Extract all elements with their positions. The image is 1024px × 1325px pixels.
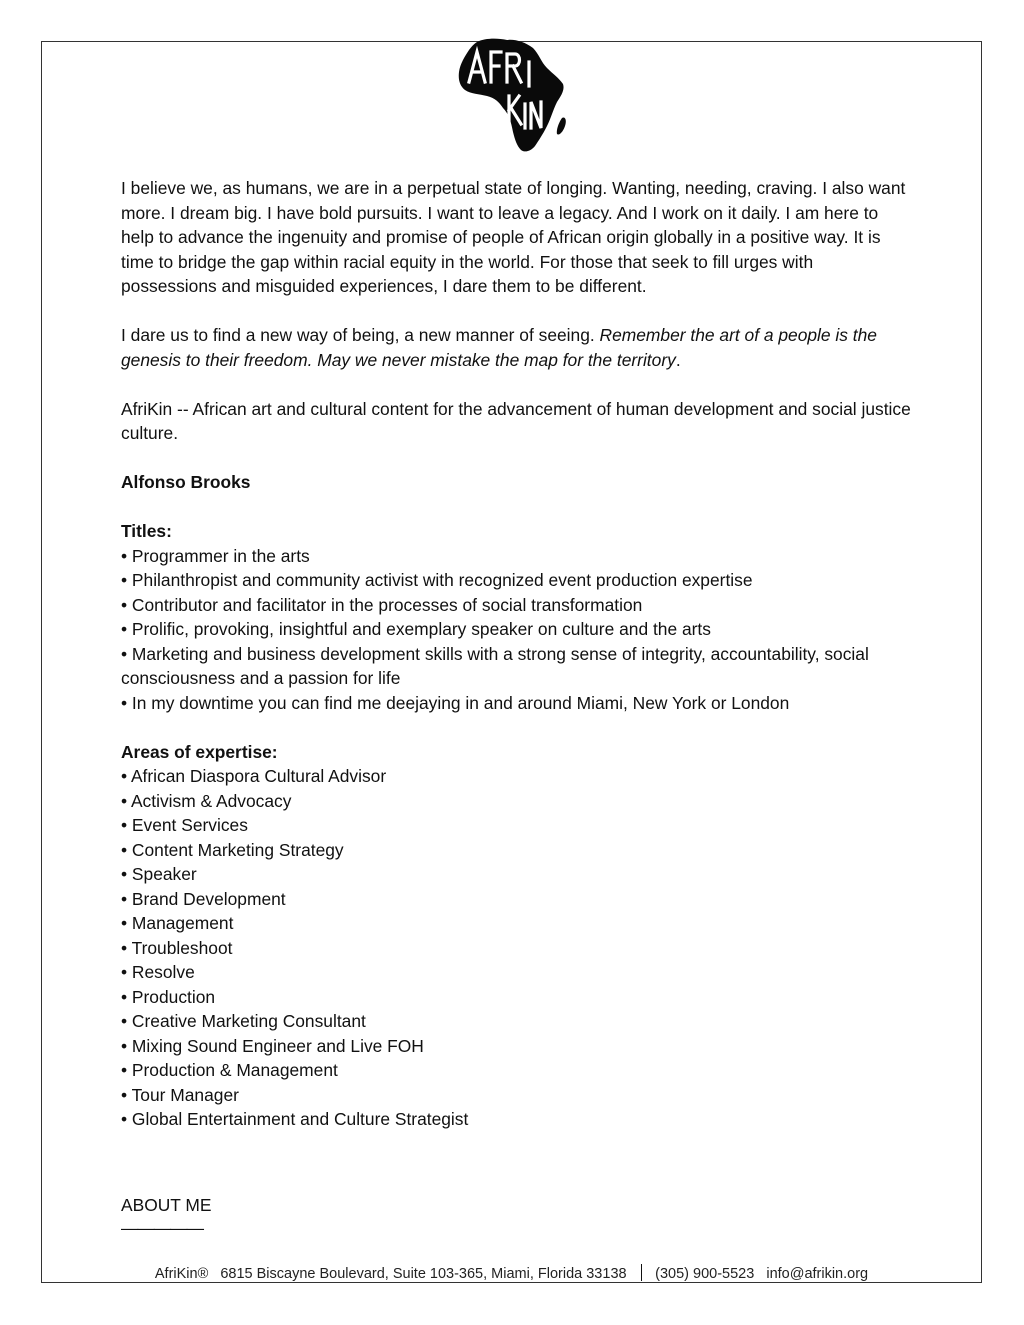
titles-list <box>121 544 911 716</box>
intro-paragraph-1: I believe we, as humans, we are in a perpetual state of longing. Wanting, needing, craving. I also want more. I dream big. I have bold pursuits. I want to leave a legacy. And I work on it daily. I am here to help to advance the ingenuity and promise of people of African origin globally in a positive way. It is time to bridge the gap within racial equity in the world. For those that seek to fill urges with possessions and misguided experiences, I dare them to be different. <box>121 178 906 296</box>
expertise-list-item: • Production <box>121 986 216 1007</box>
intro-paragraph-3: AfriKin -- African art and cultural content for the advancement of human development and social justice culture. <box>121 398 911 443</box>
footer-separator <box>641 1264 643 1281</box>
titles-list-item: • Programmer in the arts <box>121 545 310 566</box>
africa-map-logo <box>455 36 570 154</box>
person-name: Alfonso Brooks <box>121 472 251 492</box>
expertise-list-item: • Resolve <box>121 962 195 982</box>
expertise-list-item: • Global Entertainment and Culture Strategist <box>121 1109 469 1129</box>
expertise-list-item: • Activism & Advocacy <box>121 790 292 811</box>
footer-phone: (305) 900-5523 <box>655 1266 755 1282</box>
expertise-list-item: • Event Services <box>121 815 248 835</box>
about-me-label: ABOUT ME <box>121 1195 212 1215</box>
footer-email: info@afrikin.org <box>766 1266 869 1282</box>
page-footer <box>41 1264 982 1284</box>
expertise-list-item: • Creative Marketing Consultant <box>121 1011 366 1031</box>
expertise-list-item: • Speaker <box>121 864 197 884</box>
expertise-list-item: • Brand Development <box>121 888 286 909</box>
titles-list-item: • Prolific, provoking, insightful and exemplary speaker on culture and the arts <box>121 619 711 639</box>
expertise-list-item: • Production & Management <box>121 1060 338 1080</box>
about-me-rule: ————— <box>121 1218 203 1238</box>
intro-paragraph-2 <box>121 323 911 372</box>
expertise-heading: Areas of expertise: <box>121 741 278 762</box>
expertise-list-item: • Tour Manager <box>121 1084 239 1105</box>
titles-list-item: • Contributor and facilitator in the processes of social transformation <box>121 594 643 615</box>
titles-heading: Titles: <box>121 521 172 541</box>
footer-address: 6815 Biscayne Boulevard, Suite 103-365, Miami, Florida 33138 <box>220 1266 627 1282</box>
expertise-list-item: • Management <box>121 913 234 933</box>
intro-paragraph-2-quote: Remember the art of a people is the genesis to their freedom. May we never mistake the map for the territory <box>121 325 877 370</box>
titles-list-item: • In my downtime you can find me deejaying in and around Miami, New York or London <box>121 692 790 713</box>
expertise-list-item: • Content Marketing Strategy <box>121 839 344 860</box>
main-content <box>121 176 911 1156</box>
expertise-list <box>121 764 911 1132</box>
titles-list-item: • Marketing and business development skills with a strong sense of integrity, accountability, social consciousness and a passion for life <box>121 643 869 688</box>
intro-paragraph-2-end: . <box>675 349 681 370</box>
expertise-list-item: • Troubleshoot <box>121 937 233 958</box>
titles-list-item: • Philanthropist and community activist with recognized event production expertise <box>121 570 753 590</box>
expertise-list-item: • African Diaspora Cultural Advisor <box>121 766 387 786</box>
footer-brand: AfriKin® <box>154 1266 209 1282</box>
intro-paragraph-2-plain: I dare us to find a new way of being, a new manner of seeing. <box>121 325 600 345</box>
expertise-list-item: • Mixing Sound Engineer and Live FOH <box>121 1035 424 1056</box>
